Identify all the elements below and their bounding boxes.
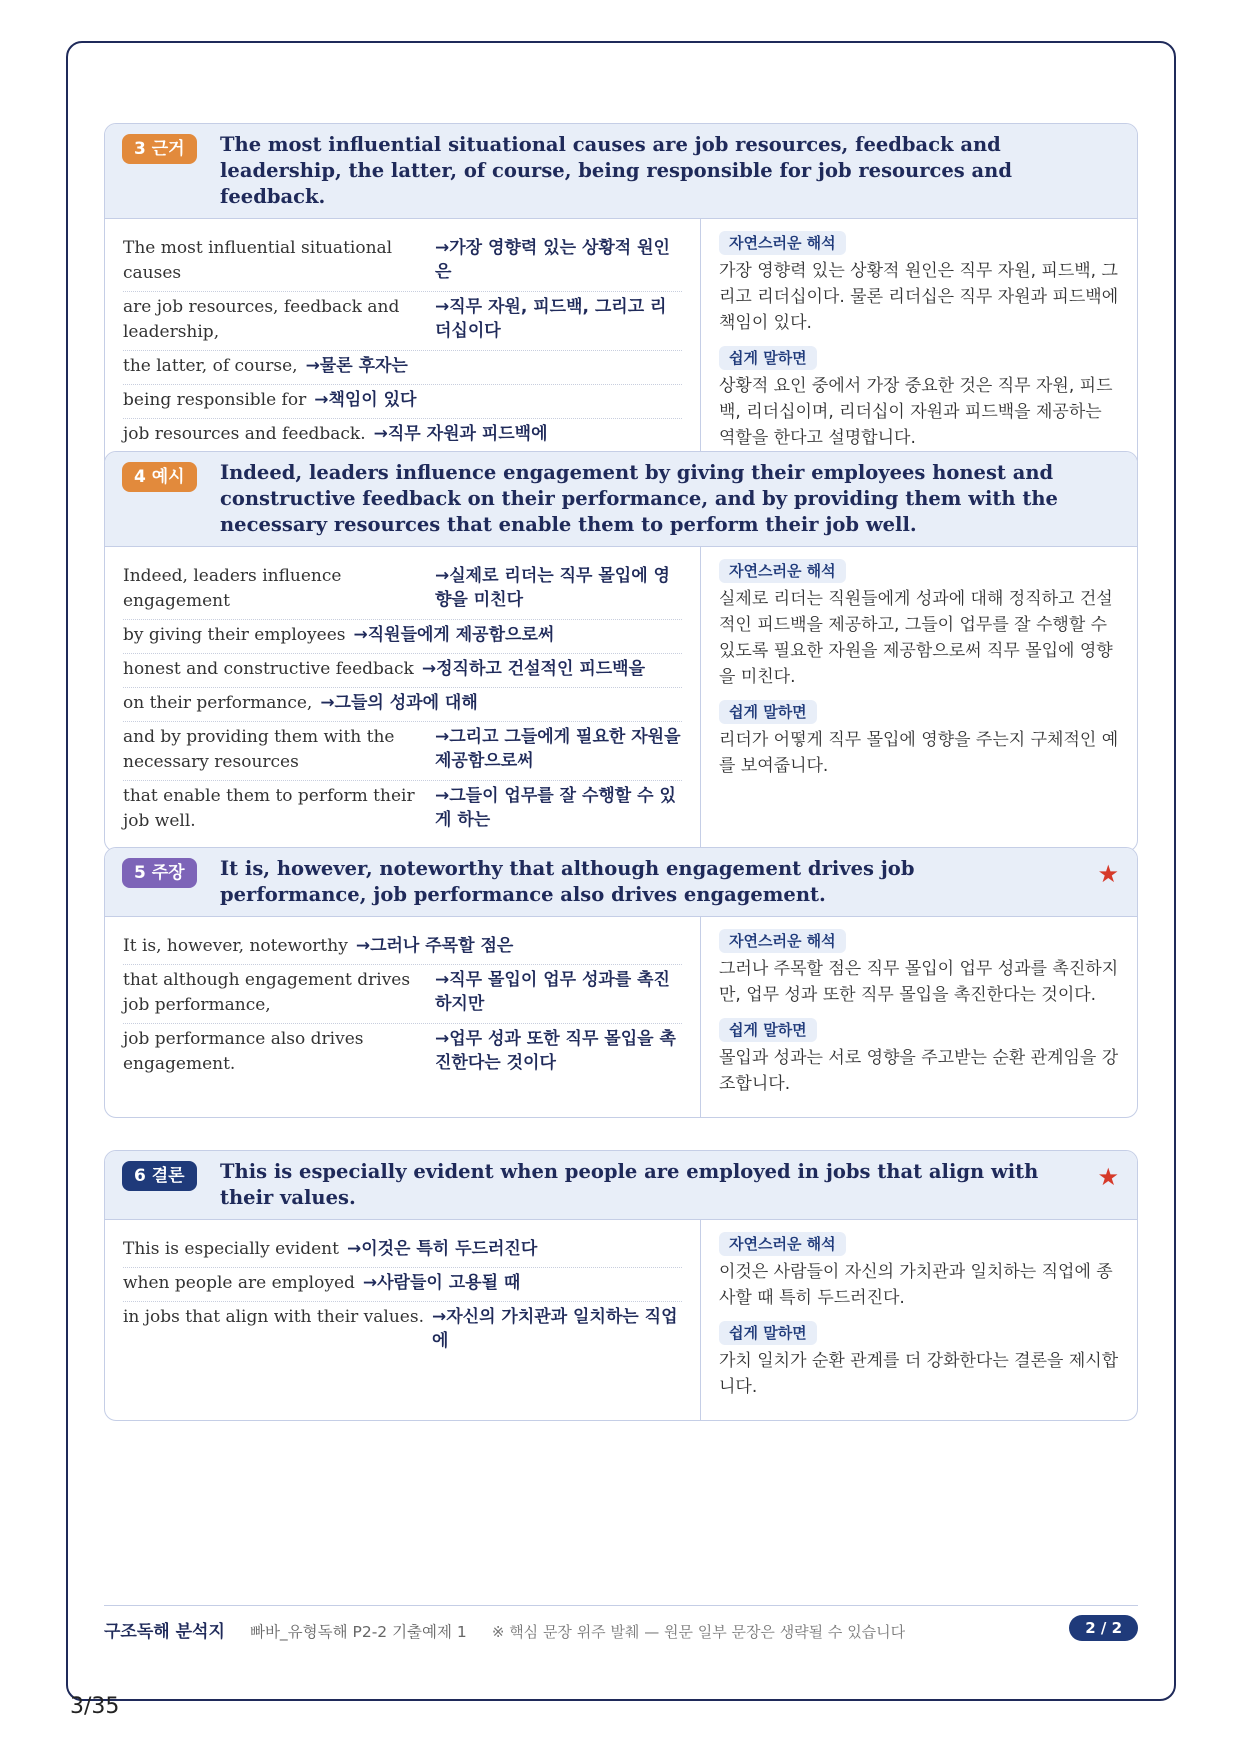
chunk-ko: →그들의 성과에 대해 [320, 693, 478, 713]
chunk-en: in jobs that align with their values. [123, 1307, 424, 1327]
section-badge: 6 결론 [122, 1161, 197, 1191]
footer-subtitle: 빠바_유형독해 P2-2 기출예제 1 [249, 1623, 467, 1641]
chunk-en: when people are employed [123, 1273, 355, 1293]
easy-text: 상황적 요인 중에서 가장 중요한 것은 직무 자원, 피드백, 리더십이며, 리더십이 자원과 피드백을 제공하는 역할을 한다고 설명합니다. [719, 376, 1113, 448]
section-badge: 4 예시 [122, 462, 197, 492]
chunk-row [123, 1234, 682, 1268]
chunk-en: are job resources, feedback and leadership, [123, 297, 400, 342]
chunk-ko: →그들이 업무를 잘 수행할 수 있게 하는 [435, 786, 676, 830]
chunk-en: on their performance, [123, 693, 313, 713]
footer-page-badge: 2 / 2 [1069, 1615, 1138, 1641]
chunk-en: This is especially evident [123, 1239, 339, 1259]
chunk-en: and by providing them with the necessary resources [123, 727, 395, 772]
chunk-list [105, 219, 701, 471]
chunk-ko: →물론 후자는 [305, 356, 408, 376]
chunk-en: It is, however, noteworthy [123, 936, 348, 956]
easy-label: 쉽게 말하면 [719, 1321, 817, 1345]
chunk-en: Indeed, leaders influence engagement [123, 566, 342, 611]
section-card-6 [104, 1150, 1138, 1421]
natural-label: 자연스러운 해석 [719, 929, 846, 953]
chunk-row [123, 1024, 682, 1082]
chunk-ko: →자신의 가치관과 일치하는 직업에 [432, 1307, 678, 1351]
star-icon: ★ [1097, 860, 1119, 888]
section-card-5 [104, 847, 1138, 1118]
section-sentence: Indeed, leaders influence engagement by giving their employees honest and constructive feedback on their performance, and by providing them with the necessary resources that enable them to perform their job well. [220, 461, 1058, 536]
section-header [105, 848, 1137, 917]
chunk-row [123, 965, 682, 1024]
chunk-en: honest and constructive feedback [123, 659, 414, 679]
footer-note: ※ 핵심 문장 위주 발췌 — 원문 일부 문장은 생략될 수 있습니다 [491, 1623, 906, 1641]
section-sentence: This is especially evident when people are employed in jobs that align with their values. [220, 1160, 1039, 1209]
chunk-row [123, 351, 682, 385]
chunk-ko: →이것은 특히 두드러진다 [346, 1239, 538, 1259]
chunk-row [123, 620, 682, 654]
chunk-en: The most influential situational causes [123, 238, 393, 283]
chunk-en: the latter, of course, [123, 356, 298, 376]
easy-label: 쉽게 말하면 [719, 1018, 817, 1042]
chunk-ko: →그리고 그들에게 필요한 자원을 제공함으로써 [435, 727, 681, 771]
chunk-row [123, 292, 682, 351]
chunk-ko: →정직하고 건설적인 피드백을 [421, 659, 646, 679]
chunk-ko: →직무 자원과 피드백에 [373, 424, 548, 444]
natural-text: 그러나 주목할 점은 직무 몰입이 업무 성과를 촉진하지만, 업무 성과 또한 직무 몰입을 촉진한다는 것이다. [719, 959, 1119, 1005]
interpretation-panel [701, 547, 1137, 851]
easy-text: 몰입과 성과는 서로 영향을 주고받는 순환 관계임을 강조합니다. [719, 1048, 1119, 1094]
natural-label: 자연스러운 해석 [719, 1232, 846, 1256]
chunk-en: that although engagement drives job performance, [123, 970, 411, 1015]
chunk-row [123, 931, 682, 965]
natural-label: 자연스러운 해석 [719, 231, 846, 255]
section-header [105, 124, 1137, 219]
chunk-en: being responsible for [123, 390, 307, 410]
chunk-ko: →직원들에게 제공함으로써 [353, 625, 555, 645]
section-sentence: The most influential situational causes are job resources, feedback and leadership, the latter, of course, being responsible for job resources and feedback. [220, 133, 1012, 208]
chunk-row [123, 1302, 682, 1358]
chunk-row [123, 1268, 682, 1302]
easy-text: 가치 일치가 순환 관계를 더 강화한다는 결론을 제시합니다. [719, 1351, 1119, 1397]
chunk-row [123, 722, 682, 781]
section-card-4 [104, 451, 1138, 852]
chunk-row [123, 385, 682, 419]
page-footer [104, 1605, 1138, 1645]
chunk-en: that enable them to perform their job well. [123, 786, 415, 831]
section-header [105, 452, 1137, 547]
chunk-en: job resources and feedback. [123, 424, 366, 444]
chunk-row [123, 419, 682, 452]
natural-text: 실제로 리더는 직원들에게 성과에 대해 정직하고 건설적인 피드백을 제공하고, 그들이 업무를 잘 수행할 수 있도록 필요한 자원을 제공함으로써 직무 몰입에 영향을 미친다. [719, 589, 1113, 687]
chunk-list [105, 917, 701, 1117]
chunk-row [123, 233, 682, 292]
section-header [105, 1151, 1137, 1220]
section-badge: 5 주장 [122, 858, 197, 888]
chunk-ko: →그러나 주목할 점은 [355, 936, 514, 956]
chunk-ko: →가장 영향력 있는 상황적 원인은 [435, 238, 670, 282]
easy-label: 쉽게 말하면 [719, 346, 817, 370]
interpretation-panel [701, 1220, 1137, 1420]
page-counter: 3/35 [70, 1694, 120, 1719]
chunk-row [123, 688, 682, 722]
chunk-ko: →사람들이 고용될 때 [362, 1273, 521, 1293]
chunk-list [105, 547, 701, 851]
section-card-3 [104, 123, 1138, 472]
chunk-en: by giving their employees [123, 625, 346, 645]
chunk-en: job performance also drives engagement. [123, 1029, 364, 1074]
natural-text: 가장 영향력 있는 상황적 원인은 직무 자원, 피드백, 그리고 리더십이다. 물론 리더십은 직무 자원과 피드백에 책임이 있다. [719, 261, 1119, 333]
section-badge: 3 근거 [122, 134, 197, 164]
chunk-row [123, 654, 682, 688]
chunk-ko: →책임이 있다 [314, 390, 417, 410]
chunk-ko: →직무 몰입이 업무 성과를 촉진하지만 [435, 970, 670, 1014]
chunk-row [123, 561, 682, 620]
natural-text: 이것은 사람들이 자신의 가치관과 일치하는 직업에 종사할 때 특히 두드러진다. [719, 1262, 1113, 1308]
chunk-row [123, 781, 682, 839]
chunk-ko: →업무 성과 또한 직무 몰입을 촉진한다는 것이다 [435, 1029, 676, 1073]
interpretation-panel [701, 219, 1137, 471]
footer-title: 구조독해 분석지 [104, 1622, 225, 1642]
interpretation-panel [701, 917, 1137, 1117]
natural-label: 자연스러운 해석 [719, 559, 846, 583]
easy-text: 리더가 어떻게 직무 몰입에 영향을 주는지 구체적인 예를 보여줍니다. [719, 730, 1119, 776]
chunk-list [105, 1220, 701, 1420]
chunk-ko: →실제로 리더는 직무 몰입에 영향을 미친다 [435, 566, 670, 610]
chunk-ko: →직무 자원, 피드백, 그리고 리더십이다 [435, 297, 667, 341]
star-icon: ★ [1097, 1163, 1119, 1191]
easy-label: 쉽게 말하면 [719, 700, 817, 724]
section-sentence: It is, however, noteworthy that although engagement drives job performance, job performance also drives engagement. [220, 857, 915, 906]
